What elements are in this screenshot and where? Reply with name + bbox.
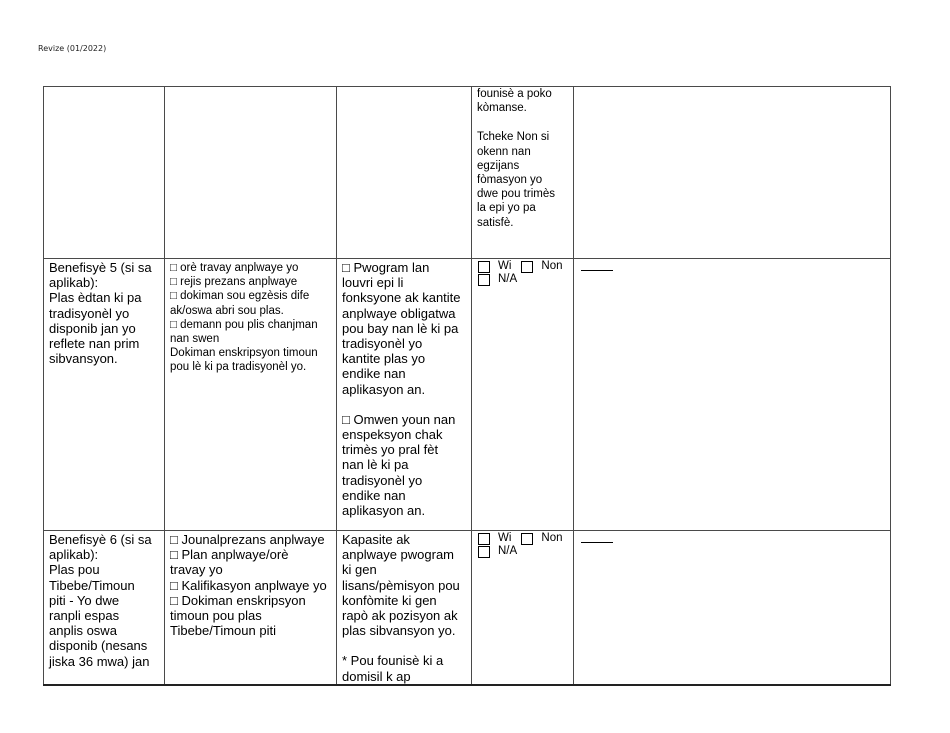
- text-line: egzijans: [477, 159, 520, 172]
- text-line: nan lè ki pa: [342, 457, 409, 473]
- na-checkbox[interactable]: [478, 274, 490, 286]
- text-line: tradisyonèl yo: [342, 336, 423, 352]
- documents-cell: [165, 531, 337, 685]
- text-line: timoun pou plas: [170, 608, 262, 624]
- requirements-table: [43, 86, 891, 686]
- text-line: Benefisyè 5 (si sa: [49, 260, 152, 275]
- compliance-cell: [472, 531, 574, 685]
- text-line: □ Dokiman enskripsyon: [170, 592, 306, 608]
- text-line: okenn nan: [477, 145, 531, 158]
- text-line: □ Jounalprezans anplwaye: [170, 532, 325, 547]
- text-line: rapò ak pozisyon ak: [342, 608, 458, 624]
- yes-checkbox[interactable]: [478, 533, 490, 545]
- text-line: reflete nan prim: [49, 336, 140, 352]
- text-line: * Pou founisè ki a: [342, 653, 444, 669]
- text-line: Plas èdtan ki pa: [49, 290, 142, 306]
- documents-cell: [165, 259, 337, 531]
- beneficiary-label-cell: [44, 531, 165, 685]
- na-label: N/A: [498, 273, 518, 285]
- text-line: □ orè travay anplwaye yo: [170, 262, 299, 274]
- revision-date: Revize (01/2022): [38, 44, 107, 53]
- text-line: anplwaye obligatwa: [342, 305, 456, 321]
- text-line: □ rejis prezans anplwaye: [170, 276, 298, 289]
- compliance-cell: [472, 259, 574, 531]
- text-line: Plas pou: [49, 562, 100, 578]
- notes-cell: [574, 87, 891, 259]
- table-row-beneficiary-5: [44, 259, 891, 531]
- text-line: tradisyonèl yo: [49, 305, 130, 321]
- text-line: Kapasite ak: [342, 532, 410, 547]
- text-line: plas sibvansyon yo.: [342, 623, 456, 639]
- table-row-beneficiary-6: [44, 531, 891, 685]
- na-checkbox[interactable]: [478, 546, 490, 558]
- text-line: kòmanse.: [477, 102, 527, 115]
- text-line: anplis oswa: [49, 623, 117, 639]
- yes-label: Wi: [498, 260, 512, 272]
- requirements-cell: [337, 259, 472, 531]
- empty-cell: [165, 87, 337, 259]
- text-line: konfòmite ki gen: [342, 592, 437, 608]
- text-line: trimès yo pral fèt: [342, 442, 439, 458]
- yes-checkbox[interactable]: [478, 261, 490, 273]
- text-line: Tibebe/Timoun piti: [170, 623, 276, 639]
- no-label: Non: [541, 532, 563, 544]
- no-checkbox[interactable]: [521, 533, 533, 545]
- requirements-cell: [337, 531, 472, 685]
- text-line: Tibebe/Timoun: [49, 577, 135, 593]
- text-line: endike nan: [342, 366, 406, 382]
- text-line: enspeksyon chak: [342, 427, 443, 443]
- text-line: satisfè.: [477, 216, 514, 229]
- fill-in-line[interactable]: [581, 542, 613, 543]
- text-line: Benefisyè 6 (si sa: [49, 532, 152, 547]
- notes-cell: [574, 531, 891, 685]
- table-row-continued: [44, 87, 891, 259]
- empty-cell: [337, 87, 472, 259]
- empty-cell: [44, 87, 165, 259]
- text-line: louvri epi li: [342, 275, 404, 291]
- text-line: jiska 36 mwa) jan: [49, 653, 150, 669]
- verification-cell: [472, 87, 574, 259]
- text-line: □ Plan anplwaye/orè: [170, 547, 289, 563]
- beneficiary-label-cell: [44, 259, 165, 531]
- text-line: □ Kalifikasyon anplwaye yo: [170, 577, 327, 593]
- text-line: founisè a poko: [477, 88, 552, 100]
- fill-in-line[interactable]: [581, 270, 613, 271]
- no-label: Non: [541, 260, 563, 272]
- text-line: aplikab):: [49, 547, 99, 563]
- text-line: tradisyonèl yo: [342, 472, 423, 488]
- text-line: dwe pou trimès: [477, 188, 555, 201]
- text-line: fòmasyon yo: [477, 174, 543, 187]
- yes-label: Wi: [498, 532, 512, 544]
- text-line: aplikasyon an.: [342, 503, 426, 519]
- text-line: ak/oswa abri sou plas.: [170, 304, 284, 317]
- text-line: fonksyone ak kantite: [342, 290, 461, 306]
- text-line: aplikab):: [49, 275, 99, 291]
- no-checkbox[interactable]: [521, 261, 533, 273]
- text-line: Tcheke Non si: [477, 131, 550, 144]
- text-line: nan swen: [170, 333, 220, 346]
- text-line: □ demann pou plis chanjman: [170, 318, 318, 331]
- text-line: Dokiman enskripsyon timoun: [170, 347, 318, 360]
- text-line: □ Pwogram lan: [342, 260, 430, 275]
- text-line: lisans/pèmisyon pou: [342, 577, 460, 593]
- notes-cell: [574, 259, 891, 531]
- text-line: kantite plas yo: [342, 351, 426, 367]
- text-line: anplwaye pwogram: [342, 547, 455, 563]
- text-line: disponib (nesans: [49, 638, 148, 654]
- text-line: □ Omwen youn nan: [342, 411, 456, 427]
- text-line: travay yo: [170, 562, 223, 578]
- text-line: piti - Yo dwe: [49, 592, 120, 608]
- text-line: la epi yo pa: [477, 202, 536, 215]
- text-line: ranpli espas: [49, 608, 120, 624]
- na-label: N/A: [498, 545, 518, 557]
- text-line: domisil k ap: [342, 668, 411, 684]
- text-line: pou lè ki pa tradisyonèl yo.: [170, 361, 307, 374]
- text-line: disponib jan yo: [49, 320, 136, 336]
- text-line: sibvansyon.: [49, 351, 118, 367]
- text-line: aplikasyon an.: [342, 381, 426, 397]
- text-line: endike nan: [342, 487, 406, 503]
- text-line: ki gen: [342, 562, 377, 578]
- text-line: pou bay nan lè ki pa: [342, 320, 459, 336]
- text-line: □ dokiman sou egzèsis dife: [170, 290, 310, 303]
